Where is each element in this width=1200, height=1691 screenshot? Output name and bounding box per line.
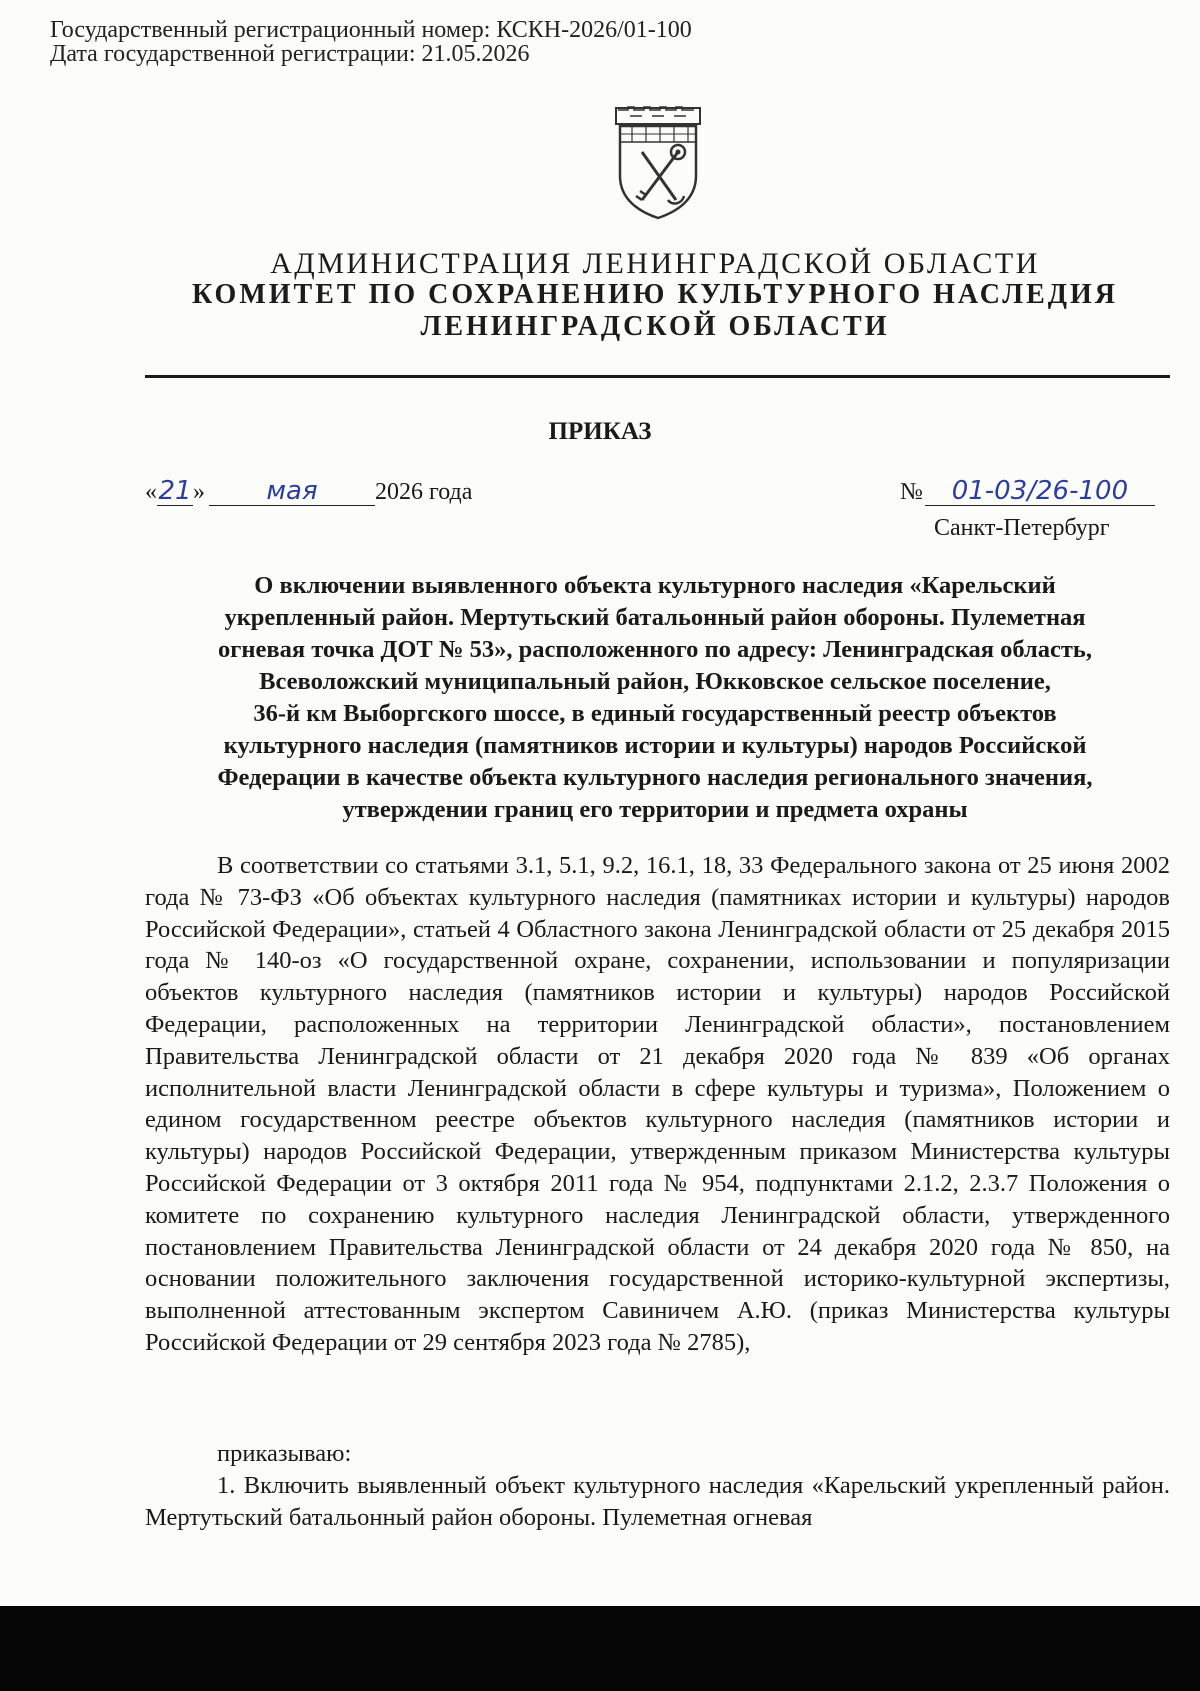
order-number bbox=[900, 478, 1155, 506]
subject-line: Всеволожский муниципальный район, Юкковское сельское поселение, bbox=[259, 668, 1051, 695]
subject-line: утверждении границ его территории и предмета охраны bbox=[342, 796, 968, 823]
date-close-quote: » bbox=[193, 479, 205, 505]
order-directive-word: приказываю: bbox=[217, 1440, 352, 1467]
subject-line: огневая точка ДОТ № 53», расположенного по адресу: Ленинградская область, bbox=[217, 636, 1092, 663]
subject-line: О включении выявленного объекта культурного наследия «Карельский bbox=[254, 572, 1056, 599]
registration-date: Дата государственной регистрации: 21.05.2026 bbox=[50, 41, 530, 67]
subject-line: 36-й км Выборгского шоссе, в единый государственный реестр объектов bbox=[253, 700, 1057, 727]
order-item-1: 1. Включить выявленный объект культурного наследия «Карельский укрепленный район. Мертутьский батальонный район обороны. Пулеметная огневая bbox=[145, 1472, 1170, 1531]
scan-bottom-edge bbox=[0, 1606, 1200, 1691]
date-open-quote: « bbox=[145, 479, 157, 505]
administration-heading: АДМИНИСТРАЦИЯ ЛЕНИНГРАДСКОЙ ОБЛАСТИ bbox=[270, 247, 1040, 280]
order-number-prefix: № bbox=[900, 479, 923, 505]
date-year: 2026 года bbox=[375, 479, 473, 505]
date-month-field bbox=[209, 478, 375, 506]
order-title: ПРИКАЗ bbox=[548, 418, 652, 445]
order-subject bbox=[140, 570, 1170, 826]
date-day-field bbox=[157, 478, 193, 506]
date-day-handwritten: 21 bbox=[158, 476, 192, 506]
order-date bbox=[145, 478, 472, 506]
subject-line: культурного наследия (памятников истории и культуры) народов Российской bbox=[223, 732, 1087, 759]
subject-line: Федерации в качестве объекта культурного наследия регионального значения, bbox=[217, 764, 1093, 791]
order-number-handwritten: 01-03/26-100 bbox=[951, 476, 1129, 506]
preamble-paragraph: В соответствии со статьями 3.1, 5.1, 9.2, 16.1, 18, 33 Федерального закона от 25 июня 2002 года № 73-ФЗ «Об объектах культурного наследия (памятниках истории и культуры) народов Российской Федерации», статьей 4 Областного закона Ленинградской области от 25 декабря 2015 года № 140-оз «О государственной охране, сохранении, использовании и популяризации объектов культурного наследия (памятников истории и культуры) народов Российской Федерации, расположенных на территории Ленинградской области», постановлением Правительства Ленинградской области от 21 декабря 2020 года № 839 «Об органах исполнительной власти Ленинградской области в сфере культуры и туризма», Положением о едином государственном реестре объектов культурного наследия (памятников истории и культуры) народов Российской Федерации, утвержденным приказом Министерства культуры Российской Федерации от 3 октября 2011 года № 954, подпунктами 2.1.2, 2.3.7 Положения о комитете по сохранению культурного наследия Ленинградской области, утвержденного постановлением Правительства Ленинградской области от 24 декабря 2020 года № 850, на основании положительного заключения государственной историко-культурной экспертизы, выполненной аттестованным экспертом Савиничем А.Ю. (приказ Министерства культуры Российской Федерации от 29 сентября 2023 года № 2785), bbox=[145, 852, 1170, 1356]
order-number-field bbox=[925, 478, 1155, 506]
coat-of-arms-icon bbox=[612, 104, 704, 222]
committee-heading bbox=[140, 279, 1170, 343]
registration-number: Государственный регистрационный номер: КСКН-2026/01-100 bbox=[50, 17, 692, 43]
registration-stamp bbox=[50, 18, 692, 66]
subject-line: укрепленный район. Мертутьский батальонный район обороны. Пулеметная bbox=[224, 604, 1086, 631]
date-month-handwritten: мая bbox=[266, 476, 318, 506]
order-city: Санкт-Петербург bbox=[934, 515, 1110, 541]
committee-heading-line: ЛЕНИНГРАДСКОЙ ОБЛАСТИ bbox=[420, 311, 890, 342]
header-divider bbox=[145, 375, 1170, 378]
committee-heading-line: КОМИТЕТ ПО СОХРАНЕНИЮ КУЛЬТУРНОГО НАСЛЕДИЯ bbox=[191, 279, 1119, 310]
